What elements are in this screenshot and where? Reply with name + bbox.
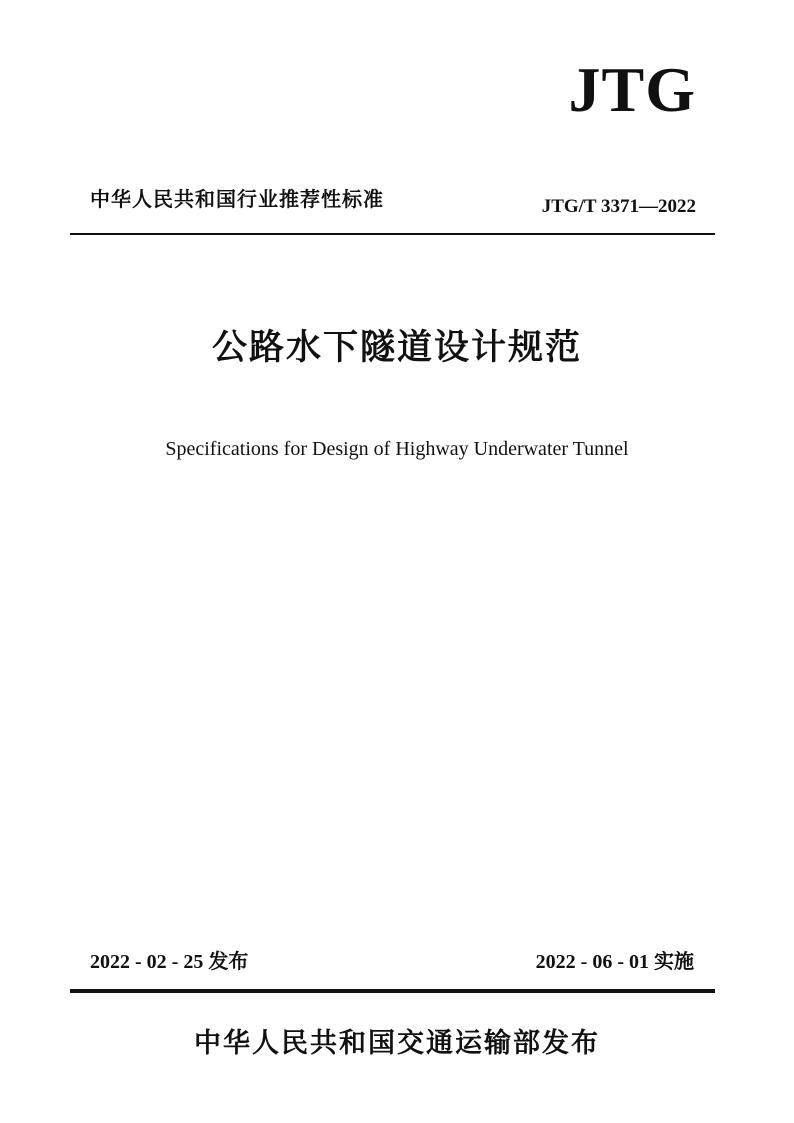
document-title-english: Specifications for Design of Highway Underwater Tunnel bbox=[165, 438, 629, 460]
standard-number: JTG/T 3371—2022 bbox=[541, 196, 696, 217]
issue-date: 2022 - 02 - 25 发布 bbox=[90, 951, 249, 973]
effective-date: 2022 - 06 - 01 实施 bbox=[535, 951, 694, 973]
jtg-logo: JTG bbox=[568, 54, 696, 125]
document-title-chinese: 公路水下隧道设计规范 bbox=[211, 328, 582, 368]
standard-category: 中华人民共和国行业推荐性标准 bbox=[90, 187, 384, 211]
header-divider bbox=[70, 233, 715, 235]
publisher: 中华人民共和国交通运输部发布 bbox=[194, 1028, 600, 1059]
footer-divider bbox=[70, 989, 715, 993]
